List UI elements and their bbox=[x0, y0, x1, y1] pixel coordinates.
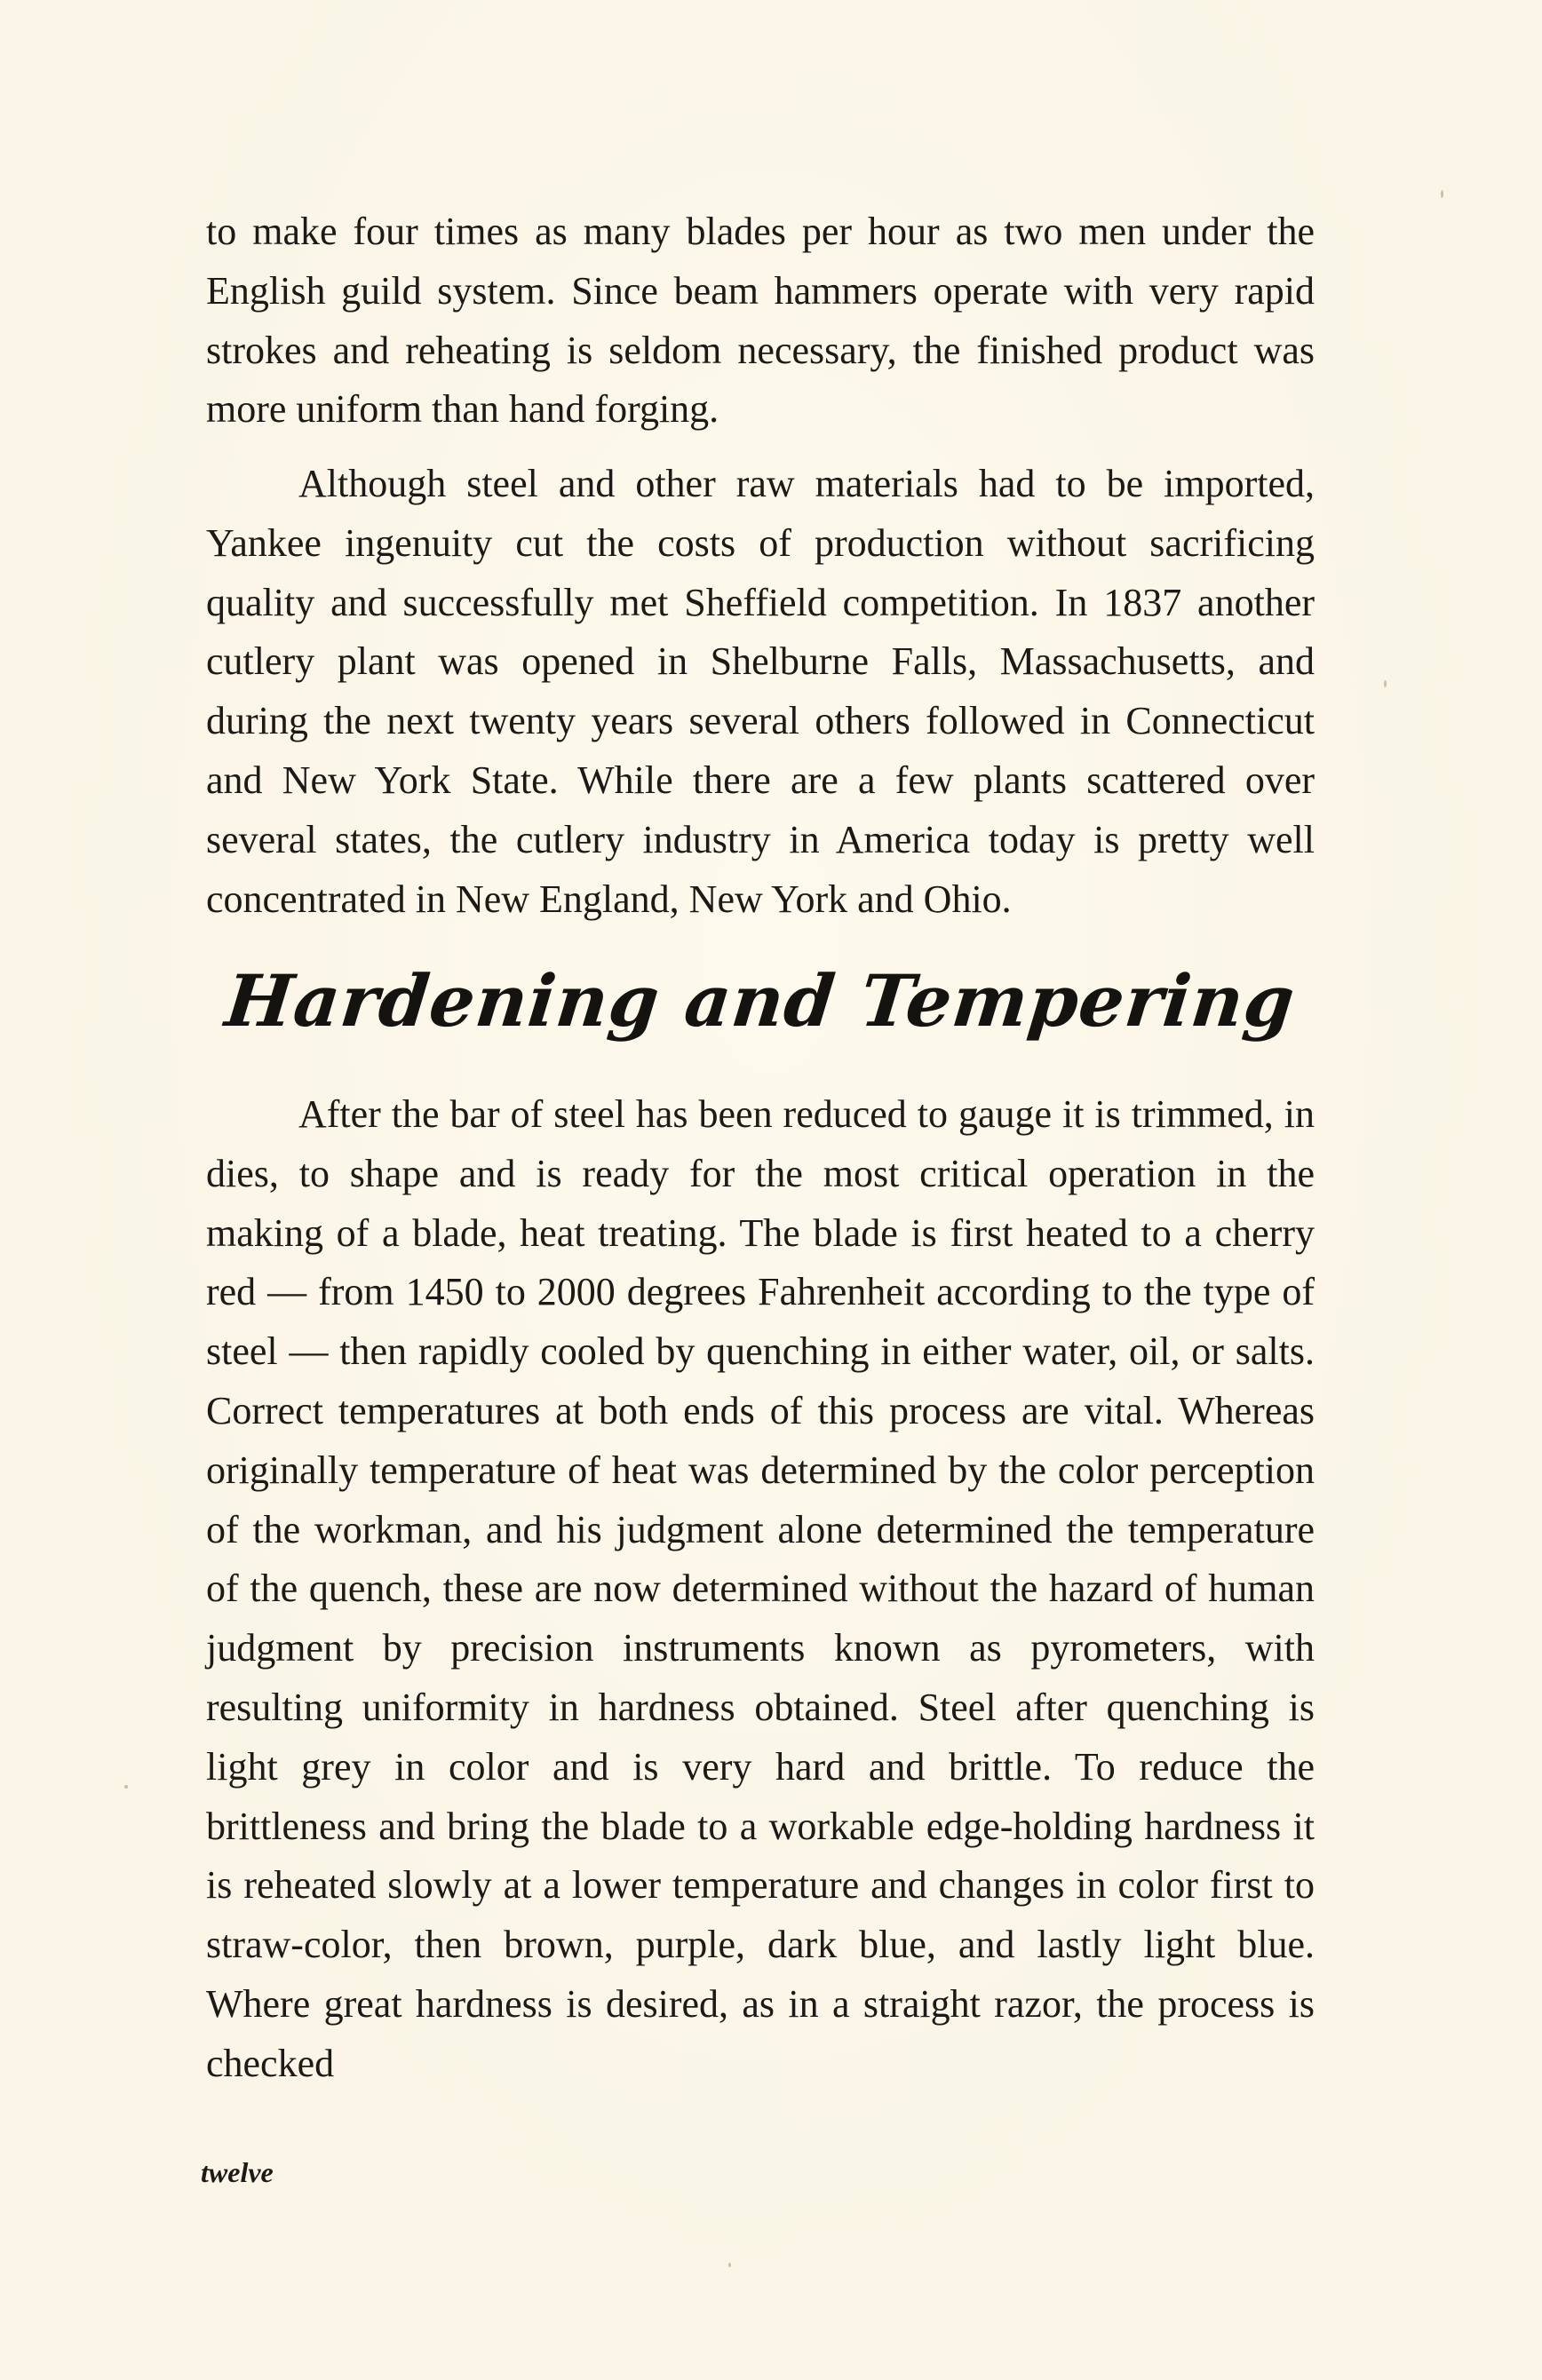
paper-speck bbox=[124, 1785, 128, 1789]
paper-speck bbox=[1384, 680, 1387, 687]
paper-speck bbox=[728, 2263, 731, 2267]
paragraph-continued bbox=[206, 202, 1315, 440]
page-number: twelve bbox=[201, 2156, 274, 2188]
paragraph-heat-treating bbox=[206, 1085, 1315, 2094]
section-heading: Hardening and Tempering bbox=[221, 959, 1300, 1043]
paragraph-text: After the bar of steel has been reduced to gauge it is trimmed, in dies, to shape and is ready for the most critical operation in the making of a blade, heat treating. The blade is first heated to a cherry red — from 1450 to 2000 degrees Fahrenheit according to the type of steel — then rapidly cooled by quenching in either water, oil, or salts. Correct temperatures at both ends of this process are vital. Whereas originally temperature of heat was determined by the color perception of the workman, and his judgment alone determined the temperature of the quench, these are now determined without the hazard of human judgment by precision instruments known as pyrometers, with resulting uniformity in hardness obtained. Steel after quenching is light grey in color and is very hard and brittle. To reduce the brittleness and bring the blade to a workable edge-holding hardness it is reheated slowly at a lower temperature and changes in color first to straw-color, then brown, purple, dark blue, and lastly light blue. Where great hardness is desired, as in a straight razor, the process is checked bbox=[206, 1092, 1315, 2085]
paragraph-history bbox=[206, 455, 1315, 929]
paper-speck bbox=[1441, 190, 1443, 198]
paragraph-text: to make four times as many blades per hour as two men under the English guild system. Since beam hammers operate with very rapid strokes and reheating is seldom necessary, the finished product was more uniform than hand forging. bbox=[206, 210, 1315, 432]
paragraph-text: Although steel and other raw materials had to be imported, Yankee ingenuity cut the costs of production without sacrificing quality and successfully met Sheffield competition. In 1837 another cutlery plant was opened in Shelburne Falls, Massachusetts, and during the next twenty years several others followed in Connecticut and New York State. While there are a few plants scattered over several states, the cutlery industry in America today is pretty well concentrated in New England, New York and Ohio. bbox=[206, 462, 1315, 921]
